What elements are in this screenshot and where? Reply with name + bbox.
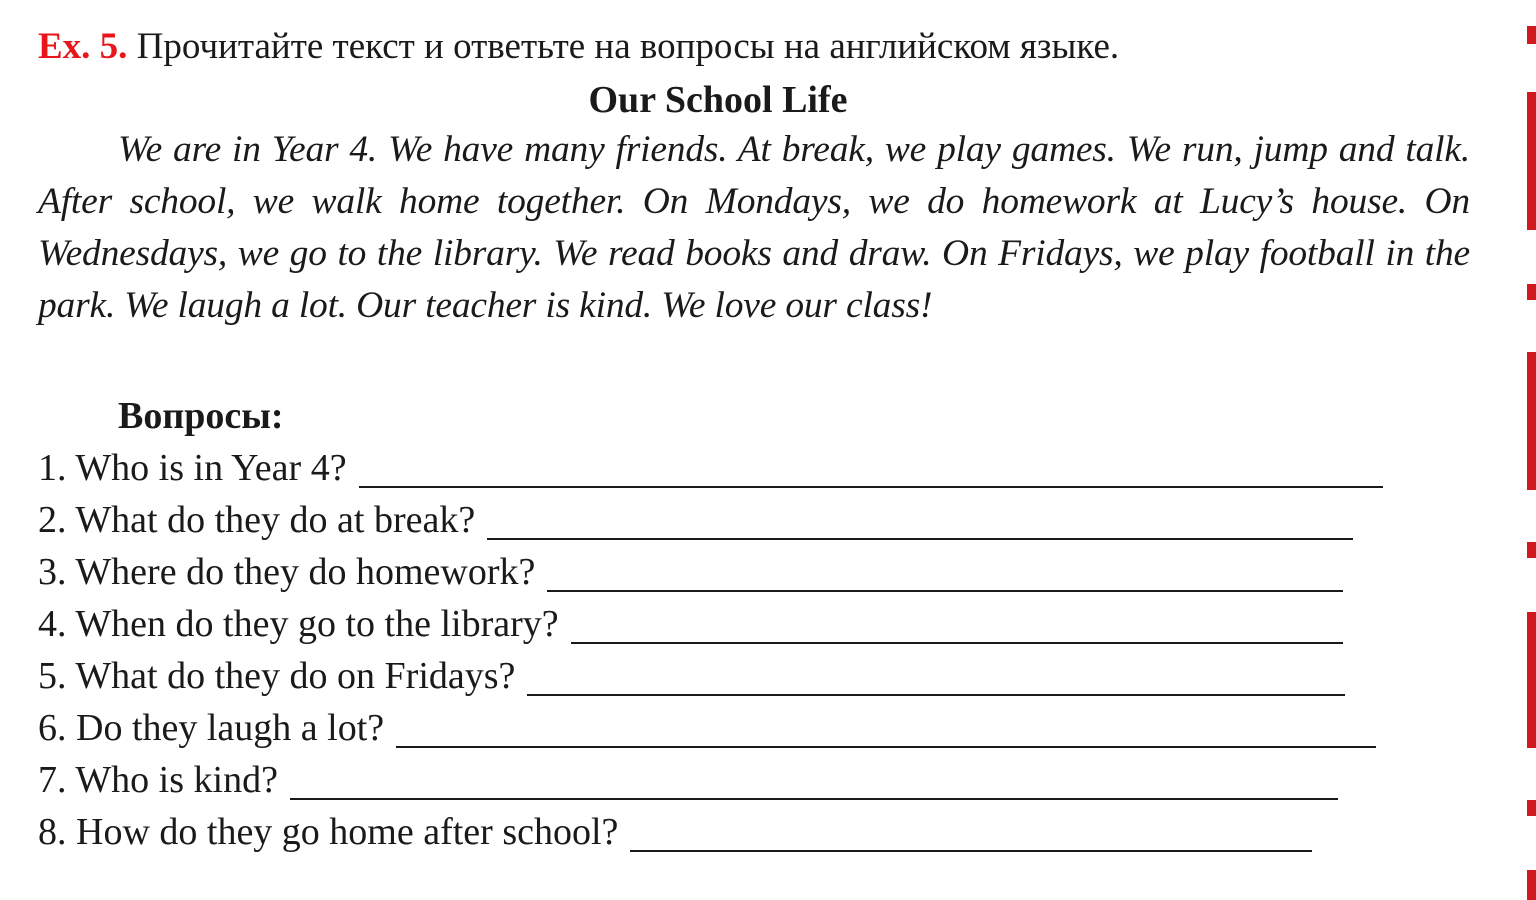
question-text: 5. What do they do on Fridays? (38, 655, 516, 697)
answer-line[interactable] (396, 746, 1376, 748)
question-text: 8. How do they go home after school? (38, 811, 619, 853)
answer-line[interactable] (630, 850, 1312, 852)
edge-mark (1527, 352, 1536, 490)
exercise-heading (38, 22, 1119, 72)
answer-line[interactable] (359, 486, 1383, 488)
answer-line[interactable] (571, 642, 1343, 644)
question-text: 1. Who is in Year 4? (38, 447, 347, 489)
question-item (38, 702, 1458, 754)
question-item (38, 494, 1458, 546)
passage-title: Our School Life (588, 79, 848, 121)
questions-list (38, 442, 1458, 858)
edge-mark (1527, 26, 1536, 44)
edge-mark (1527, 92, 1536, 230)
questions-heading: Вопросы: (118, 395, 284, 437)
question-text: 7. Who is kind? (38, 759, 278, 801)
answer-line[interactable] (290, 798, 1338, 800)
exercise-instruction: Прочитайте текст и ответьте на вопросы на английском языке. (136, 26, 1120, 67)
edge-mark (1527, 870, 1536, 900)
question-item (38, 546, 1458, 598)
question-item (38, 650, 1458, 702)
edge-mark (1527, 612, 1536, 748)
answer-line[interactable] (547, 590, 1343, 592)
reading-passage: We are in Year 4. We have many friends. At break, we play games. We run, jump and talk. After school, we walk home together. On Mondays, we do homework at Lucy’s house. On Wednesdays, we go to the library. We read books and draw. On Fridays, we play football in the park. We laugh a lot. Our teacher is kind. We love our class! (38, 129, 1470, 326)
answer-line[interactable] (527, 694, 1345, 696)
question-item (38, 442, 1458, 494)
question-item (38, 806, 1458, 858)
question-text: 2. What do they do at break? (38, 499, 476, 541)
question-text: 3. Where do they do homework? (38, 551, 536, 593)
question-item (38, 598, 1458, 650)
question-text: 4. When do they go to the library? (38, 603, 559, 645)
exercise-label: Ex. 5. (38, 26, 128, 67)
edge-mark (1527, 284, 1536, 300)
edge-mark (1527, 542, 1536, 558)
edge-mark (1527, 800, 1536, 816)
answer-line[interactable] (487, 538, 1353, 540)
question-item (38, 754, 1458, 806)
question-text: 6. Do they laugh a lot? (38, 707, 385, 749)
